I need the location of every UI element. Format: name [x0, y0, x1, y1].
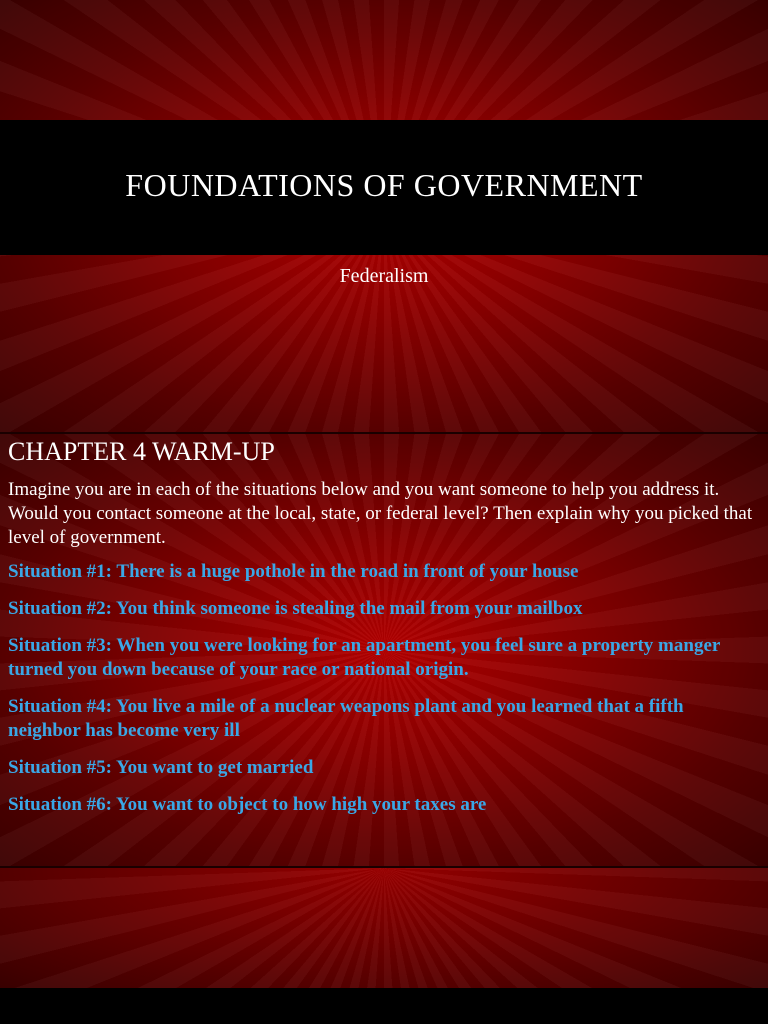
title-slide	[0, 0, 768, 432]
warmup-intro: Imagine you are in each of the situations below and you want someone to help you address it. Would you contact someone at the local, state, or federal level? Then explain why you picked that level of government.	[8, 479, 753, 548]
warmup-slide	[0, 434, 768, 866]
situation-item: Situation #5: You want to get married	[8, 757, 314, 778]
situation-item: Situation #3: When you were looking for an apartment, you feel sure a property manger turned you down because of your race or national origin.	[8, 635, 720, 680]
situation-item: Situation #2: You think someone is stealing the mail from your mailbox	[8, 598, 583, 619]
page-bottom-margin	[0, 988, 768, 1024]
next-slide-background	[0, 868, 768, 988]
warmup-heading: CHAPTER 4 WARM-UP	[8, 437, 275, 466]
situation-item: Situation #6: You want to object to how high your taxes are	[8, 794, 487, 815]
situation-item: Situation #1: There is a huge pothole in the road in front of your house	[8, 561, 579, 582]
situation-item: Situation #4: You live a mile of a nuclear weapons plant and you learned that a fifth neighbor has become very ill	[8, 696, 684, 741]
slide-title: FOUNDATIONS OF GOVERNMENT	[125, 167, 643, 203]
slide-subtitle: Federalism	[339, 265, 429, 287]
situation-list	[8, 560, 760, 830]
